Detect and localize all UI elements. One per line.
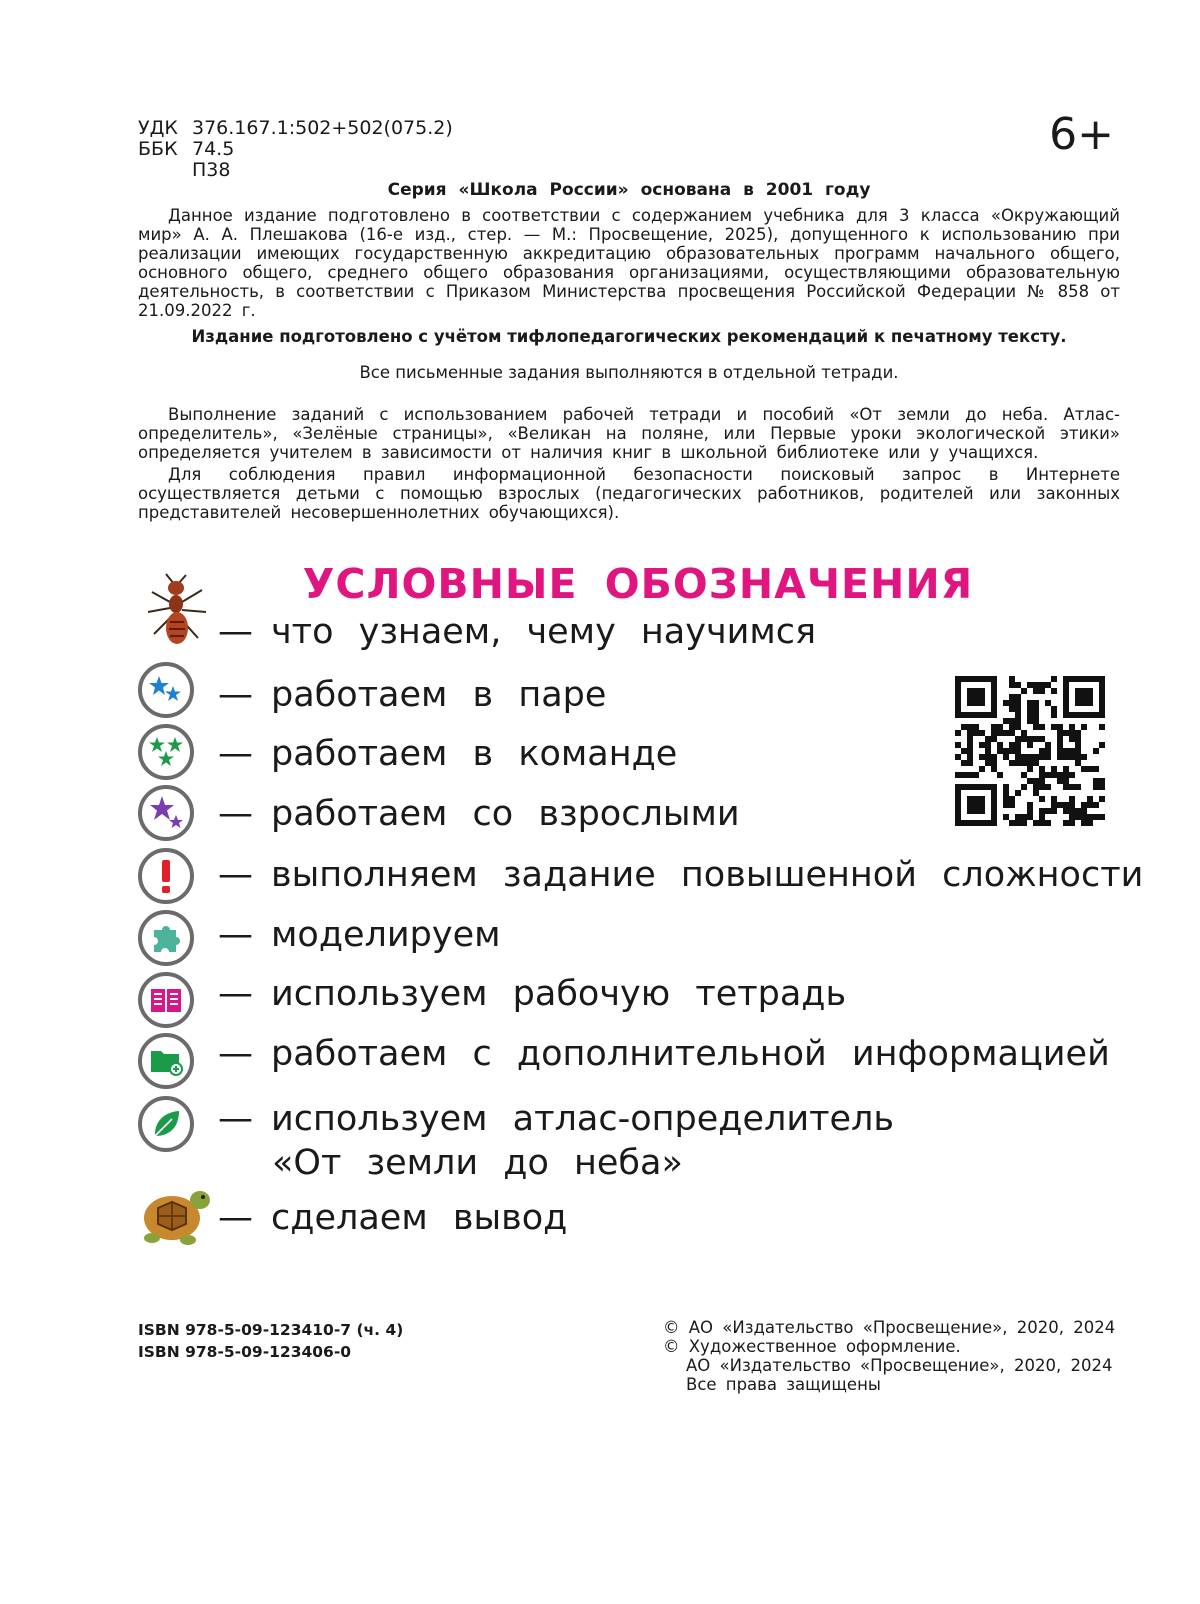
legend-item-text: работаем с дополнительной информацией: [271, 1034, 1110, 1074]
internet-paragraph: Для соблюдения правил информационной безопасности поисковый запрос в Интернете осуществляется детьми с помощью взрослых (педагогических работников, родителей или законных представителей несовершеннолетних обучающихся).: [138, 465, 1120, 522]
legend-item-text-cont: «От земли до неба»: [272, 1143, 683, 1183]
puzzle-icon: [138, 910, 194, 966]
legend-item-text: работаем в паре: [271, 675, 607, 715]
udk-value: 376.167.1:502+502(075.2): [192, 117, 453, 139]
exclamation-icon: [138, 848, 194, 904]
typhlo-note: Издание подготовлено с учётом тифлопедагогических рекомендаций к печатному тексту.: [191, 327, 1067, 346]
bbk-value: 74.5: [192, 138, 235, 160]
three-stars-icon: [138, 724, 194, 780]
purple-stars-icon: [138, 785, 194, 841]
leaf-icon: [138, 1096, 194, 1152]
legend-item-text: что узнаем, чему научимся: [271, 612, 817, 652]
legend-item-adults: — работаем со взрослыми: [218, 794, 740, 834]
legend-item-conclusion: — сделаем вывод: [218, 1198, 568, 1238]
legend-item-pair: — работаем в паре: [218, 675, 607, 715]
legend-item-team: — работаем в команде: [218, 734, 678, 774]
copyright-line: АО «Издательство «Просвещение», 2020, 2024: [686, 1356, 1113, 1375]
legend-item-text: сделаем вывод: [271, 1198, 568, 1238]
qr-code[interactable]: [955, 676, 1105, 826]
copyright-line: © Художественное оформление.: [663, 1337, 961, 1356]
turtle-icon: [136, 1178, 214, 1250]
legend-item-text: работаем со взрослыми: [271, 794, 740, 834]
isbn-block: [138, 1319, 403, 1363]
copyright-line: © АО «Издательство «Просвещение», 2020, 2024: [663, 1318, 1116, 1337]
legend-item-text: используем атлас-определитель: [271, 1099, 895, 1139]
isbn-part: ISBN 978-5-09-123410-7 (ч. 4): [138, 1321, 404, 1339]
series-line: Серия «Школа России» основана в 2001 году: [387, 180, 871, 200]
legend-item-learn: — что узнаем, чему научимся: [218, 612, 817, 652]
notebook-note: Все письменные задания выполняются в отдельной тетради.: [359, 363, 899, 382]
legend-item-model: — моделируем: [218, 915, 501, 955]
copyright-block: [663, 1318, 1115, 1394]
legend-item-text: работаем в команде: [271, 734, 678, 774]
book-icon: [138, 972, 194, 1028]
two-stars-icon: [138, 662, 194, 718]
isbn-set: ISBN 978-5-09-123406-0: [138, 1343, 352, 1361]
intro-paragraph: Данное издание подготовлено в соответствии с содержанием учебника для 3 класса «Окружающий мир» А. А. Плешакова (16-е изд., стер. — М.: Просвещение, 2025), допущенного к использованию при реализации имеющих государственную аккредитацию образовательных программ начального общего, основного общего, среднего общего образования организациями, осуществляющими образовательную деятельность, в соответствии с Приказом Министерства просвещения Российской Федерации № 858 от 21.09.2022 г.: [138, 206, 1120, 320]
udk-label: УДК: [138, 117, 178, 139]
age-rating: 6+: [1049, 109, 1114, 160]
legend-item-hard: — выполняем задание повышенной сложности: [218, 855, 1144, 895]
legend-item-atlas: — используем атлас-определитель «От земли до неба»: [218, 1099, 895, 1183]
bbk-label: ББК: [138, 138, 178, 160]
legend-title: УСЛОВНЫЕ ОБОЗНАЧЕНИЯ: [302, 560, 974, 608]
author-mark: П38: [192, 159, 231, 181]
classification-block: [138, 118, 453, 181]
copyright-line: Все права защищены: [686, 1375, 881, 1394]
legend-item-extra-info: — работаем с дополнительной информацией: [218, 1034, 1110, 1074]
ant-icon: [140, 572, 212, 652]
legend-item-text: используем рабочую тетрадь: [271, 974, 847, 1014]
legend-item-text: моделируем: [271, 915, 501, 955]
workbook-paragraph: Выполнение заданий с использованием рабочей тетради и пособий «От земли до неба. Атлас-определитель», «Зелёные страницы», «Великан на поляне, или Первые уроки экологической этики» определяется учителем в зависимости от наличия книг в школьной библиотеке или у учащихся.: [138, 405, 1120, 462]
folder-plus-icon: [138, 1033, 194, 1089]
legend-item-workbook: — используем рабочую тетрадь: [218, 974, 847, 1014]
legend-item-text: выполняем задание повышенной сложности: [271, 855, 1144, 895]
